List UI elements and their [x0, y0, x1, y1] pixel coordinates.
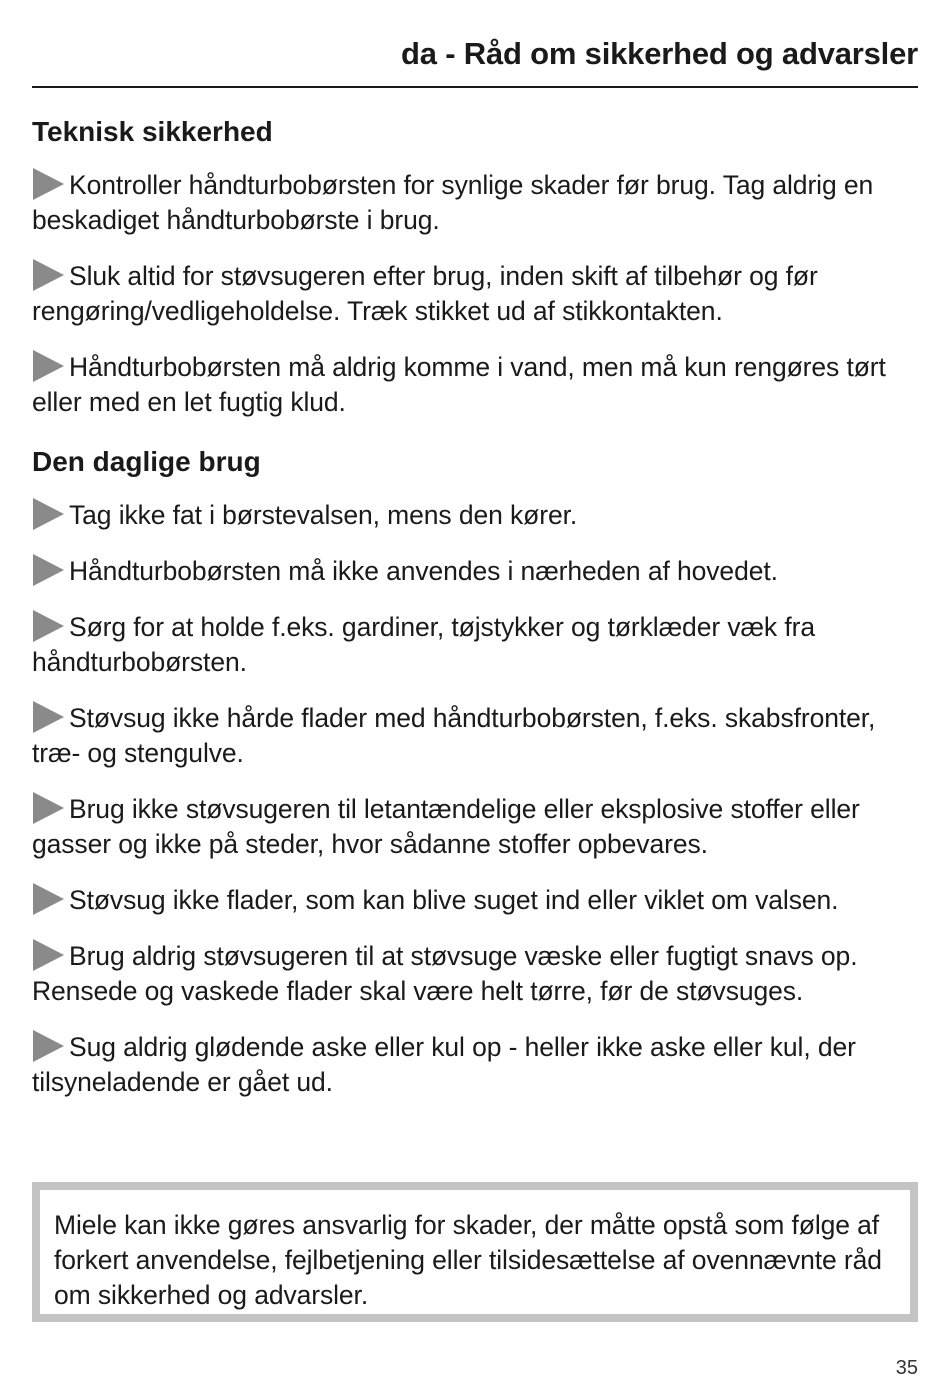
main-content — [32, 112, 918, 1121]
triangle-arrow-icon — [33, 701, 64, 733]
list-item — [32, 259, 918, 329]
triangle-arrow-icon — [33, 610, 64, 642]
triangle-arrow-icon — [33, 259, 64, 291]
liability-notice-text: Miele kan ikke gøres ansvarlig for skader, der måtte opstå som følge af forkert anvendelse, fejlbetjening eller tilsidesættelse af ovennævnte råd om sikkerhed og advarsler. — [54, 1210, 882, 1310]
triangle-arrow-icon — [33, 350, 64, 382]
list-item — [32, 350, 918, 420]
list-item-text: Brug ikke støvsugeren til letantændelige eller eksplosive stoffer eller gasser og ikke på steder, hvor sådanne stoffer opbevares. — [32, 794, 860, 859]
daily-use-list — [32, 498, 918, 1100]
list-item — [32, 701, 918, 771]
list-item — [32, 1030, 918, 1100]
list-item-text: Tag ikke fat i børstevalsen, mens den kører. — [69, 500, 578, 530]
section-title-daily-use: Den daglige brug — [32, 446, 261, 477]
list-item — [32, 554, 918, 589]
triangle-arrow-icon — [33, 498, 64, 530]
page-number: 35 — [895, 1357, 918, 1379]
list-item-text: Sluk altid for støvsugeren efter brug, inden skift af tilbehør og før rengøring/vedligeholdelse. Træk stikket ud af stikkontakten. — [32, 261, 818, 326]
list-item-text: Håndturbobørsten må ikke anvendes i nærheden af hovedet. — [69, 556, 778, 586]
list-item-text: Støvsug ikke hårde flader med håndturbobørsten, f.eks. skabsfronter, træ- og stengulve. — [32, 703, 876, 768]
list-item — [32, 883, 918, 918]
list-item — [32, 498, 918, 533]
triangle-arrow-icon — [33, 883, 64, 915]
list-item — [32, 939, 918, 1009]
triangle-arrow-icon — [33, 792, 64, 824]
list-item — [32, 168, 918, 238]
list-item-text: Sørg for at holde f.eks. gardiner, tøjstykker og tørklæder væk fra håndturbobørsten. — [32, 612, 815, 677]
list-item-text: Kontroller håndturbobørsten for synlige skader før brug. Tag aldrig en beskadiget håndturbobørste i brug. — [32, 170, 874, 235]
list-item-text: Støvsug ikke flader, som kan blive suget ind eller viklet om valsen. — [69, 885, 839, 915]
list-item — [32, 610, 918, 680]
triangle-arrow-icon — [33, 939, 64, 971]
triangle-arrow-icon — [33, 554, 64, 586]
list-item — [32, 792, 918, 862]
header-title: da - Råd om sikkerhed og advarsler — [401, 36, 918, 71]
list-item-text: Brug aldrig støvsugeren til at støvsuge væske eller fugtigt snavs op. Rensede og vaskede flader skal være helt tørre, før de støvsuges. — [32, 941, 858, 1006]
section-title-technical-safety: Teknisk sikkerhed — [32, 116, 273, 147]
technical-safety-list — [32, 168, 918, 420]
page-header — [32, 36, 918, 88]
list-item-text: Sug aldrig glødende aske eller kul op - heller ikke aske eller kul, der tilsyneladende er gået ud. — [32, 1032, 856, 1097]
list-item-text: Håndturbobørsten må aldrig komme i vand, men må kun rengøres tørt eller med en let fugtig klud. — [32, 352, 886, 417]
liability-notice-box — [32, 1182, 918, 1322]
triangle-arrow-icon — [33, 1030, 64, 1062]
triangle-arrow-icon — [33, 168, 64, 200]
